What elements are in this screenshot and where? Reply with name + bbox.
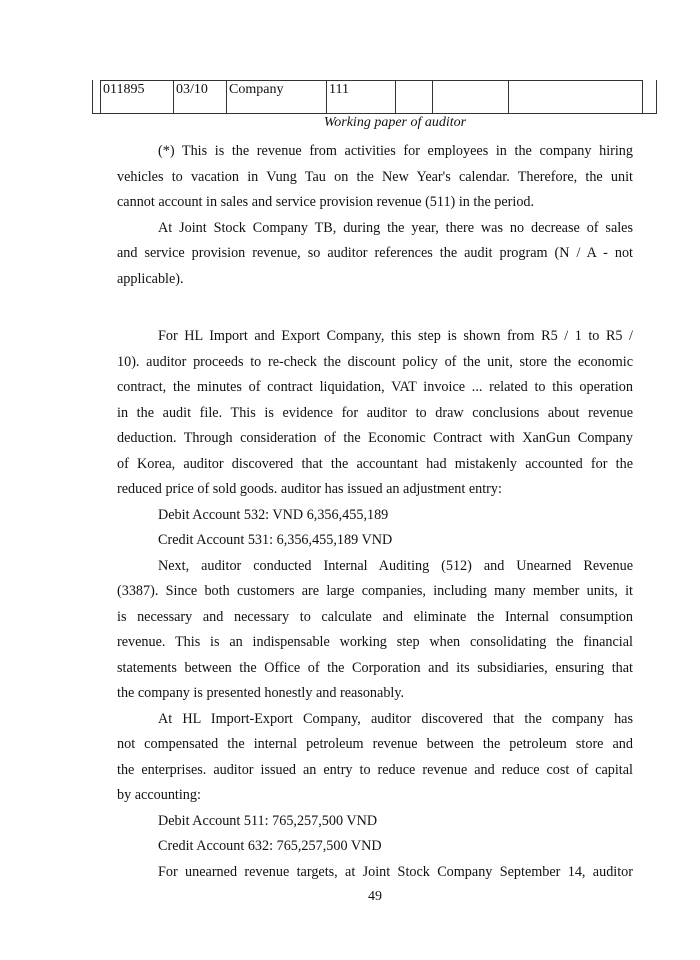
text-line: Next, auditor conducted Internal Auditing (512) and Unearned Revenue xyxy=(158,557,633,574)
paragraph xyxy=(117,554,633,707)
text-line: deduction. Through consideration of the Economic Contract with XanGun Company xyxy=(117,430,633,446)
text-line: 10). auditor proceeds to re-check the discount policy of the unit, store the economic xyxy=(117,353,633,370)
text-line: At Joint Stock Company TB, during the year, there was no decrease of sales xyxy=(158,219,633,236)
text-line: of Korea, auditor discovered that the accountant had mistakenly accounted for the xyxy=(117,455,633,472)
text-line: For HL Import and Export Company, this step is shown from R5 / 1 to R5 / xyxy=(158,328,633,344)
paragraph xyxy=(117,809,633,835)
paragraph xyxy=(117,834,633,860)
description-cell: Company xyxy=(227,81,327,114)
text-line: and service provision revenue, so auditor references the audit program (N / A - not xyxy=(117,245,633,261)
paragraph xyxy=(117,860,633,886)
text-line: Debit Account 511: 765,257,500 VND xyxy=(158,812,378,829)
paragraph xyxy=(117,139,633,216)
text-line: Credit Account 632: 765,257,500 VND xyxy=(158,838,382,854)
empty-cell xyxy=(509,81,643,114)
text-line: At HL Import-Export Company, auditor discovered that the company has xyxy=(158,710,633,727)
text-line: the company is presented honestly and reasonably. xyxy=(117,685,405,701)
text-line: vehicles to vacation in Vung Tau on the New Year's calendar. Therefore, the unit xyxy=(117,168,633,185)
text-line: Credit Account 531: 6,356,455,189 VND xyxy=(158,532,393,548)
paragraph xyxy=(117,707,633,809)
table-caption: Working paper of auditor xyxy=(323,115,467,130)
text-line: is necessary and necessary to calculate and eliminate the Internal consumption xyxy=(117,608,633,625)
date-cell: 03/10 xyxy=(174,81,227,114)
text-line: not compensated the internal petroleum revenue between the petroleum store and xyxy=(117,736,633,752)
text-line: by accounting: xyxy=(117,787,201,803)
text-line: cannot account in sales and service provision revenue (511) in the period. xyxy=(117,194,535,210)
document-body xyxy=(117,139,633,885)
text-line: statements between the Office of the Corporation and its subsidiaries, ensuring that xyxy=(117,659,633,676)
paragraph xyxy=(117,324,633,503)
text-line: reduced price of sold goods. auditor has issued an adjustment entry: xyxy=(117,481,502,497)
paragraph xyxy=(117,216,633,293)
text-line: contract, the minutes of contract liquidation, VAT invoice ... related to this operation xyxy=(117,379,633,395)
text-line: Debit Account 532: VND 6,356,455,189 xyxy=(158,506,389,523)
text-line: in the audit file. This is evidence for auditor to draw conclusions about revenue xyxy=(117,404,633,421)
text-line: revenue. This is an indispensable working step when consolidating the financial xyxy=(117,634,633,650)
table-row xyxy=(101,81,643,114)
paragraph xyxy=(117,503,633,529)
text-line: (*) This is the revenue from activities for employees in the company hiring xyxy=(158,143,633,159)
empty-cell xyxy=(396,81,433,114)
text-line: For unearned revenue targets, at Joint Stock Company September 14, auditor xyxy=(158,863,633,880)
voucher-number-cell: 011895 xyxy=(101,81,174,114)
text-line: applicable). xyxy=(117,270,184,287)
text-line: the enterprises. auditor issued an entry to reduce revenue and reduce cost of capital xyxy=(117,761,633,778)
page-number: 49 xyxy=(368,889,382,904)
text-line: (3387). Since both customers are large companies, including many member units, it xyxy=(117,583,633,599)
ledger-table xyxy=(100,80,643,114)
account-cell: 111 xyxy=(327,81,396,114)
empty-cell xyxy=(433,81,509,114)
paragraph xyxy=(117,528,633,554)
paragraph-gap xyxy=(117,292,633,324)
